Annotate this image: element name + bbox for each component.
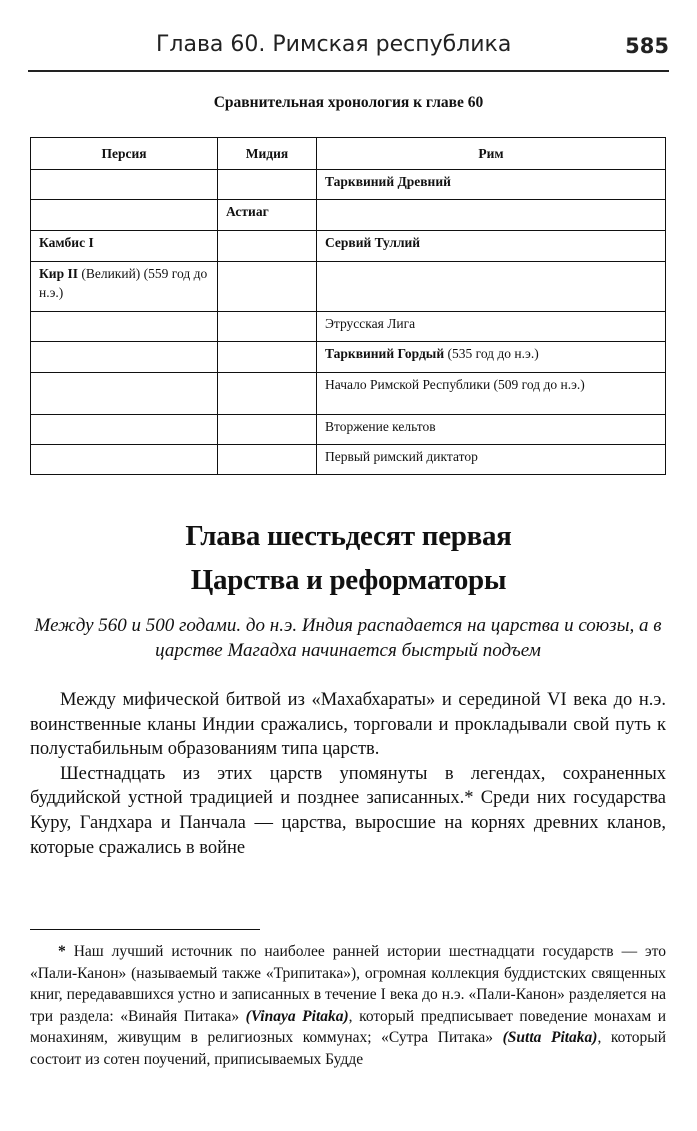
- table-body: [31, 170, 666, 475]
- table-row: [31, 231, 666, 262]
- footnote-text: , который предписывает поведение монахам и монахиням, живущим в религиозных коммунах; «Сутра Питака»: [30, 1007, 667, 1046]
- chapter-epigraph: Между 560 и 500 годами. до н.э. Индия распадается на царства и союзы, а в царстве Магадха начинается быстрый подъем: [34, 615, 662, 661]
- footnote-term-vinaya: (Vinaya Pitaka): [245, 1007, 349, 1025]
- cell-text: Этрусская Лига: [325, 316, 416, 331]
- table-cell-rome: [317, 445, 666, 475]
- cell-text: Сервий Туллий: [325, 235, 421, 250]
- cell-text: Вторжение кельтов: [325, 419, 436, 434]
- table-row: [31, 342, 666, 373]
- table-cell-rome: [317, 312, 666, 342]
- table-cell-persia: [31, 373, 218, 415]
- cell-text: (Великий) (559 год до н.э.): [39, 266, 208, 300]
- paragraph: Шестнадцать из этих царств упомянуты в легендах, сохраненных буддийской устной традицией и позднее записанных.* Среди них государства Куру, Гандхара и Панчала — царства, выросшие на корнях древних кланов, которые сражались в войне: [30, 763, 666, 858]
- table-cell-persia: [31, 231, 218, 262]
- paragraph: Между мифической битвой из «Махабхараты» и серединой VI века до н.э. воинственные кланы Индии сражались, торговали и прокладывали свой путь к полустабильным образованиям типа царств.: [30, 690, 666, 760]
- cell-text: Тарквиний Древний: [325, 174, 451, 189]
- table-cell-persia: [31, 415, 218, 445]
- header-rule: [28, 70, 669, 72]
- table-caption: Сравнительная хронология к главе 60: [213, 94, 484, 111]
- chronology-table: [30, 137, 666, 475]
- table-cell-media: [218, 170, 317, 200]
- table-cell-persia: [31, 312, 218, 342]
- page-number: 585: [625, 34, 669, 58]
- table-cell-media: [218, 312, 317, 342]
- cell-text: Кир II: [39, 266, 78, 281]
- table-cell-media: [218, 200, 317, 231]
- cell-text: Камбис I: [39, 235, 94, 250]
- table-cell-media: [218, 342, 317, 373]
- footnote-rule: [30, 929, 260, 930]
- column-header-persia: Персия: [31, 138, 218, 170]
- chapter-title: Царства и реформаторы: [190, 564, 507, 596]
- table-cell-media: [218, 231, 317, 262]
- table-row: [31, 262, 666, 312]
- table-row: [31, 415, 666, 445]
- footnote-term-sutta: (Sutta Pitaka): [502, 1029, 598, 1046]
- cell-text: Первый римский диктатор: [325, 449, 478, 464]
- table-row: [31, 170, 666, 200]
- table-cell-rome: [317, 200, 666, 231]
- table-cell-rome: [317, 170, 666, 200]
- footnote-text: Наш лучший источник по наиболее ранней истории шестнадцати государств — это «Пали-Канон» (называемый также «Трипитака»), огромная коллекция буддистских священных книг, передававшихся устно и записанных в течение I века до н.э. «Пали-Канон» разделяется на три раздела: «Винайя Питака»: [30, 943, 666, 1025]
- table-cell-media: [218, 262, 317, 312]
- cell-text: Начало Римской Республики (509 год до н.э.): [325, 377, 585, 392]
- table-cell-persia: [31, 170, 218, 200]
- table-cell-rome: [317, 342, 666, 373]
- table-cell-rome: [317, 262, 666, 312]
- footnote-marker: *: [58, 943, 66, 960]
- footnote: [30, 941, 666, 1070]
- table-header-row: [31, 138, 666, 170]
- running-title: Глава 60. Римская республика: [156, 32, 512, 57]
- body-text: [30, 688, 666, 860]
- column-header-rome: Рим: [317, 138, 666, 170]
- table-cell-rome: [317, 373, 666, 415]
- table-cell-persia: [31, 200, 218, 231]
- table-cell-persia: [31, 445, 218, 475]
- chapter-number-title: Глава шестьдесят первая: [185, 520, 512, 552]
- table-cell-media: [218, 445, 317, 475]
- table-cell-media: [218, 373, 317, 415]
- running-header: [28, 28, 669, 74]
- footnote-text: , который состоит из сотен поучений, приписываемых Будде: [30, 1029, 666, 1068]
- column-header-media: Мидия: [218, 138, 317, 170]
- table-cell-rome: [317, 415, 666, 445]
- cell-text: Астиаг: [226, 204, 269, 219]
- table-row: [31, 445, 666, 475]
- table-cell-rome: [317, 231, 666, 262]
- table-row: [31, 373, 666, 415]
- table-row: [31, 200, 666, 231]
- table-cell-media: [218, 415, 317, 445]
- table-cell-persia: [31, 262, 218, 312]
- cell-text: (535 год до н.э.): [447, 346, 539, 361]
- table-cell-persia: [31, 342, 218, 373]
- cell-text: Тарквиний Гордый: [325, 346, 445, 361]
- table-row: [31, 312, 666, 342]
